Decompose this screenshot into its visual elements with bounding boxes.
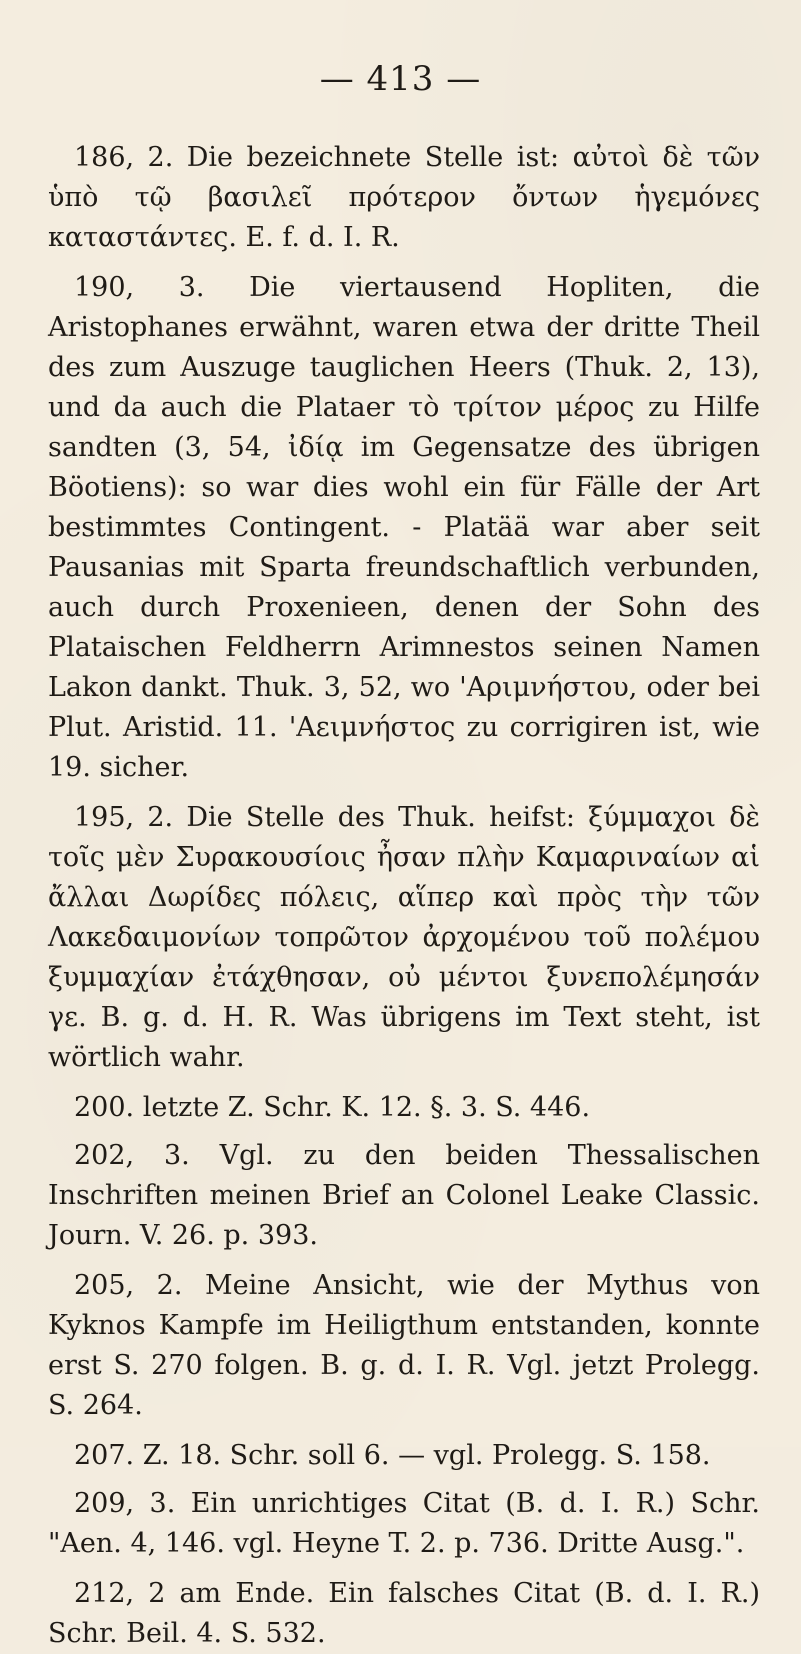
note-entry-212: 212, 2 am Ende. Ein falsches Citat (B. d. I. R.) Schr. Beil. 4. S. 532.	[48, 1578, 760, 1649]
note-entry-186: 186, 2. Die bezeichnete Stelle ist: αὐτοὶ δὲ τῶν ὑπὸ τῷ βασιλεῖ πρότερον ὄντων ἡγεμόνες καταστάντες. E. f. d. I. R.	[48, 142, 760, 253]
note-entry-209: 209, 3. Ein unrichtiges Citat (B. d. I. R.) Schr. "Aen. 4, 146. vgl. Heyne T. 2. p. 736. Dritte Ausg.".	[48, 1488, 760, 1559]
note-entry-190: 190, 3. Die viertausend Hopliten, die Aristophanes erwähnt, waren etwa der dritte Theil des zum Auszuge tauglichen Heers (Thuk. 2, 13), und da auch die Plataer τὸ τρίτον μέρος zu Hilfe sandten (3, 54, ἰδίᾳ im Gegensatze des übrigen Böotiens): so war dies wohl ein für Fälle der Art bestimmtes Contingent. - Platää war aber seit Pausanias mit Sparta freundschaftlich verbunden, auch durch Proxenieen, denen der Sohn des Plataischen Feldherrn Arimnestos seinen Namen Lakon dankt. Thuk. 3, 52, wo 'Αριμνήστου, oder bei Plut. Aristid. 11. 'Αειμνήστος zu corrigiren ist, wie 19. sicher.	[48, 272, 760, 783]
note-entry-205: 205, 2. Meine Ansicht, wie der Mythus von Kyknos Kampfe im Heiligthum entstanden, konnte erst S. 270 folgen. B. g. d. I. R. Vgl. jetzt Prolegg. S. 264.	[48, 1270, 760, 1421]
note-entry-202: 202, 3. Vgl. zu den beiden Thessalischen Inschriften meinen Brief an Colonel Leake Classic. Journ. V. 26. p. 393.	[48, 1140, 760, 1251]
note-entry-195: 195, 2. Die Stelle des Thuk. heifst: ξύμμαχοι δὲ τοῖς μὲν Συρακουσίοις ἦσαν πλὴν Καμαριναίων αἱ ἄλλαι Δωρίδες πόλεις, αἵπερ καὶ πρὸς τὴν τῶν Λακεδαιμονίων τοπρῶτον ἀρχομένου τοῦ πολέμου ξυμμαχίαν ἐτάχθησαν, οὐ μέντοι ξυνεπολέμησάν γε. B. g. d. H. R. Was übrigens im Text steht, ist wörtlich wahr.	[48, 802, 760, 1073]
note-entry-200: 200. letzte Z. Schr. K. 12. §. 3. S. 446.	[74, 1092, 591, 1123]
notes-content	[48, 138, 760, 1654]
page-number: — 413 —	[319, 59, 482, 99]
note-entry-207: 207. Z. 18. Schr. soll 6. — vgl. Prolegg. S. 158.	[74, 1440, 711, 1471]
